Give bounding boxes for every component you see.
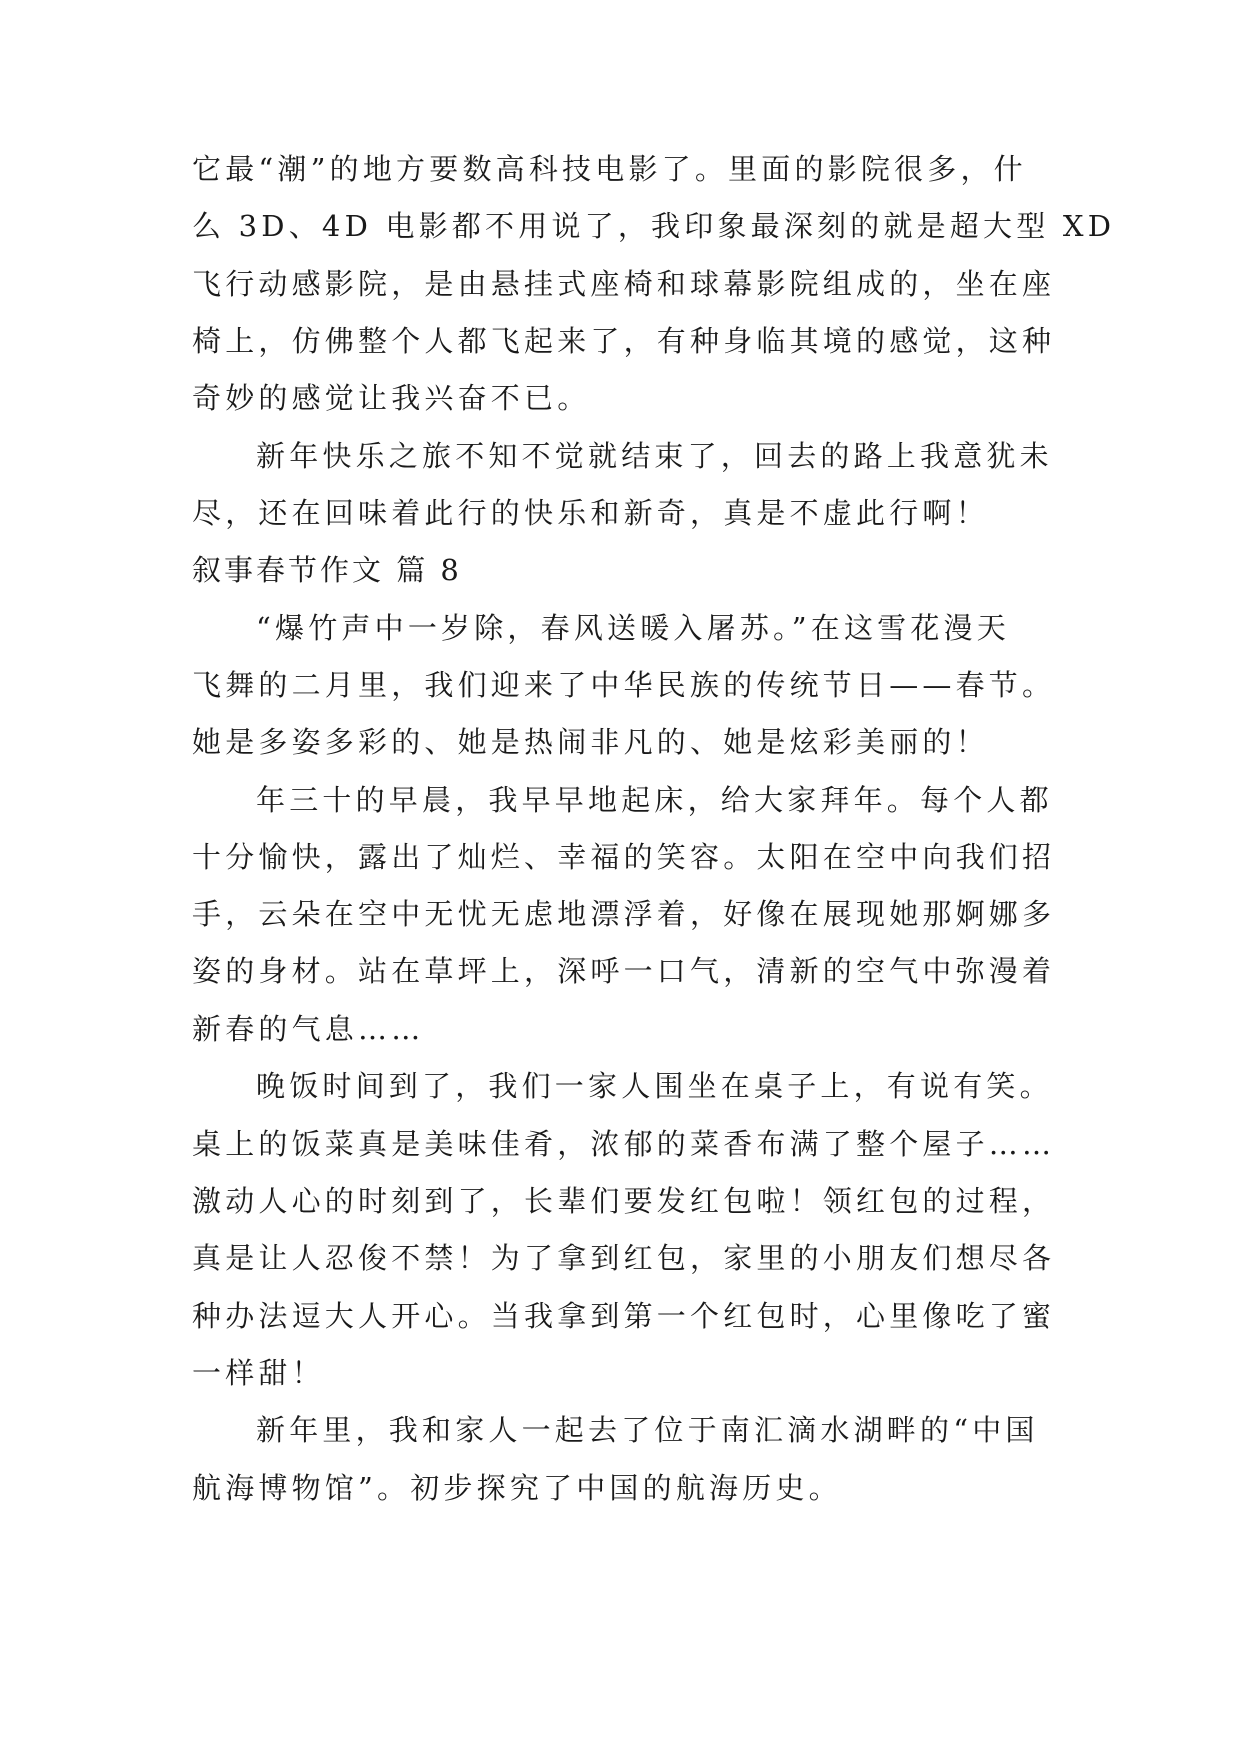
text-line: 一样甜！ [192, 1356, 325, 1390]
text-line: 年三十的早晨，我早早地起床，给大家拜年。每个人都 [256, 783, 1053, 817]
text-line: 手，云朵在空中无忧无虑地漂浮着，好像在展现她那婀娜多 [192, 897, 1056, 931]
text-line: 十分愉快，露出了灿烂、幸福的笑容。太阳在空中向我们招 [192, 840, 1056, 874]
text-line: 桌上的饭菜真是美味佳肴，浓郁的菜香布满了整个屋子…… [192, 1127, 1056, 1161]
text-line: 激动人心的时刻到了，长辈们要发红包啦！领红包的过程， [192, 1184, 1056, 1218]
text-line: 真是让人忍俊不禁！为了拿到红包，家里的小朋友们想尽各 [192, 1241, 1056, 1275]
text-line: 么 3D、4D 电影都不用说了，我印象最深刻的就是超大型 XD [192, 209, 1116, 243]
text-line: 飞行动感影院，是由悬挂式座椅和球幕影院组成的，坐在座 [192, 267, 1056, 301]
text-line: 椅上，仿佛整个人都飞起来了，有种身临其境的感觉，这种 [192, 324, 1056, 358]
text-line: 晚饭时间到了，我们一家人围坐在桌子上，有说有笑。 [256, 1069, 1053, 1103]
section-heading: 叙事春节作文 篇 8 [192, 553, 462, 587]
text-line: 新年快乐之旅不知不觉就结束了，回去的路上我意犹未 [256, 439, 1053, 473]
text-line: 飞舞的二月里，我们迎来了中华民族的传统节日——春节。 [192, 668, 1056, 702]
text-line: 新年里，我和家人一起去了位于南汇滴水湖畔的“中国 [256, 1413, 1039, 1447]
text-line: 它最“潮”的地方要数高科技电影了。里面的影院很多，什 [192, 152, 1027, 186]
text-line: 她是多姿多彩的、她是热闹非凡的、她是炫彩美丽的！ [192, 725, 989, 759]
text-line: 姿的身材。站在草坪上，深呼一口气，清新的空气中弥漫着 [192, 954, 1056, 988]
text-line: 尽，还在回味着此行的快乐和新奇，真是不虚此行啊！ [192, 496, 989, 530]
text-line: “爆竹声中一岁除，春风送暖入屠苏。”在这雪花漫天 [256, 611, 1010, 645]
text-line: 种办法逗大人开心。当我拿到第一个红包时，心里像吃了蜜 [192, 1299, 1056, 1333]
text-line: 新春的气息…… [192, 1012, 425, 1046]
text-line: 奇妙的感觉让我兴奋不已。 [192, 381, 591, 415]
text-line: 航海博物馆”。初步探究了中国的航海历史。 [192, 1471, 842, 1505]
